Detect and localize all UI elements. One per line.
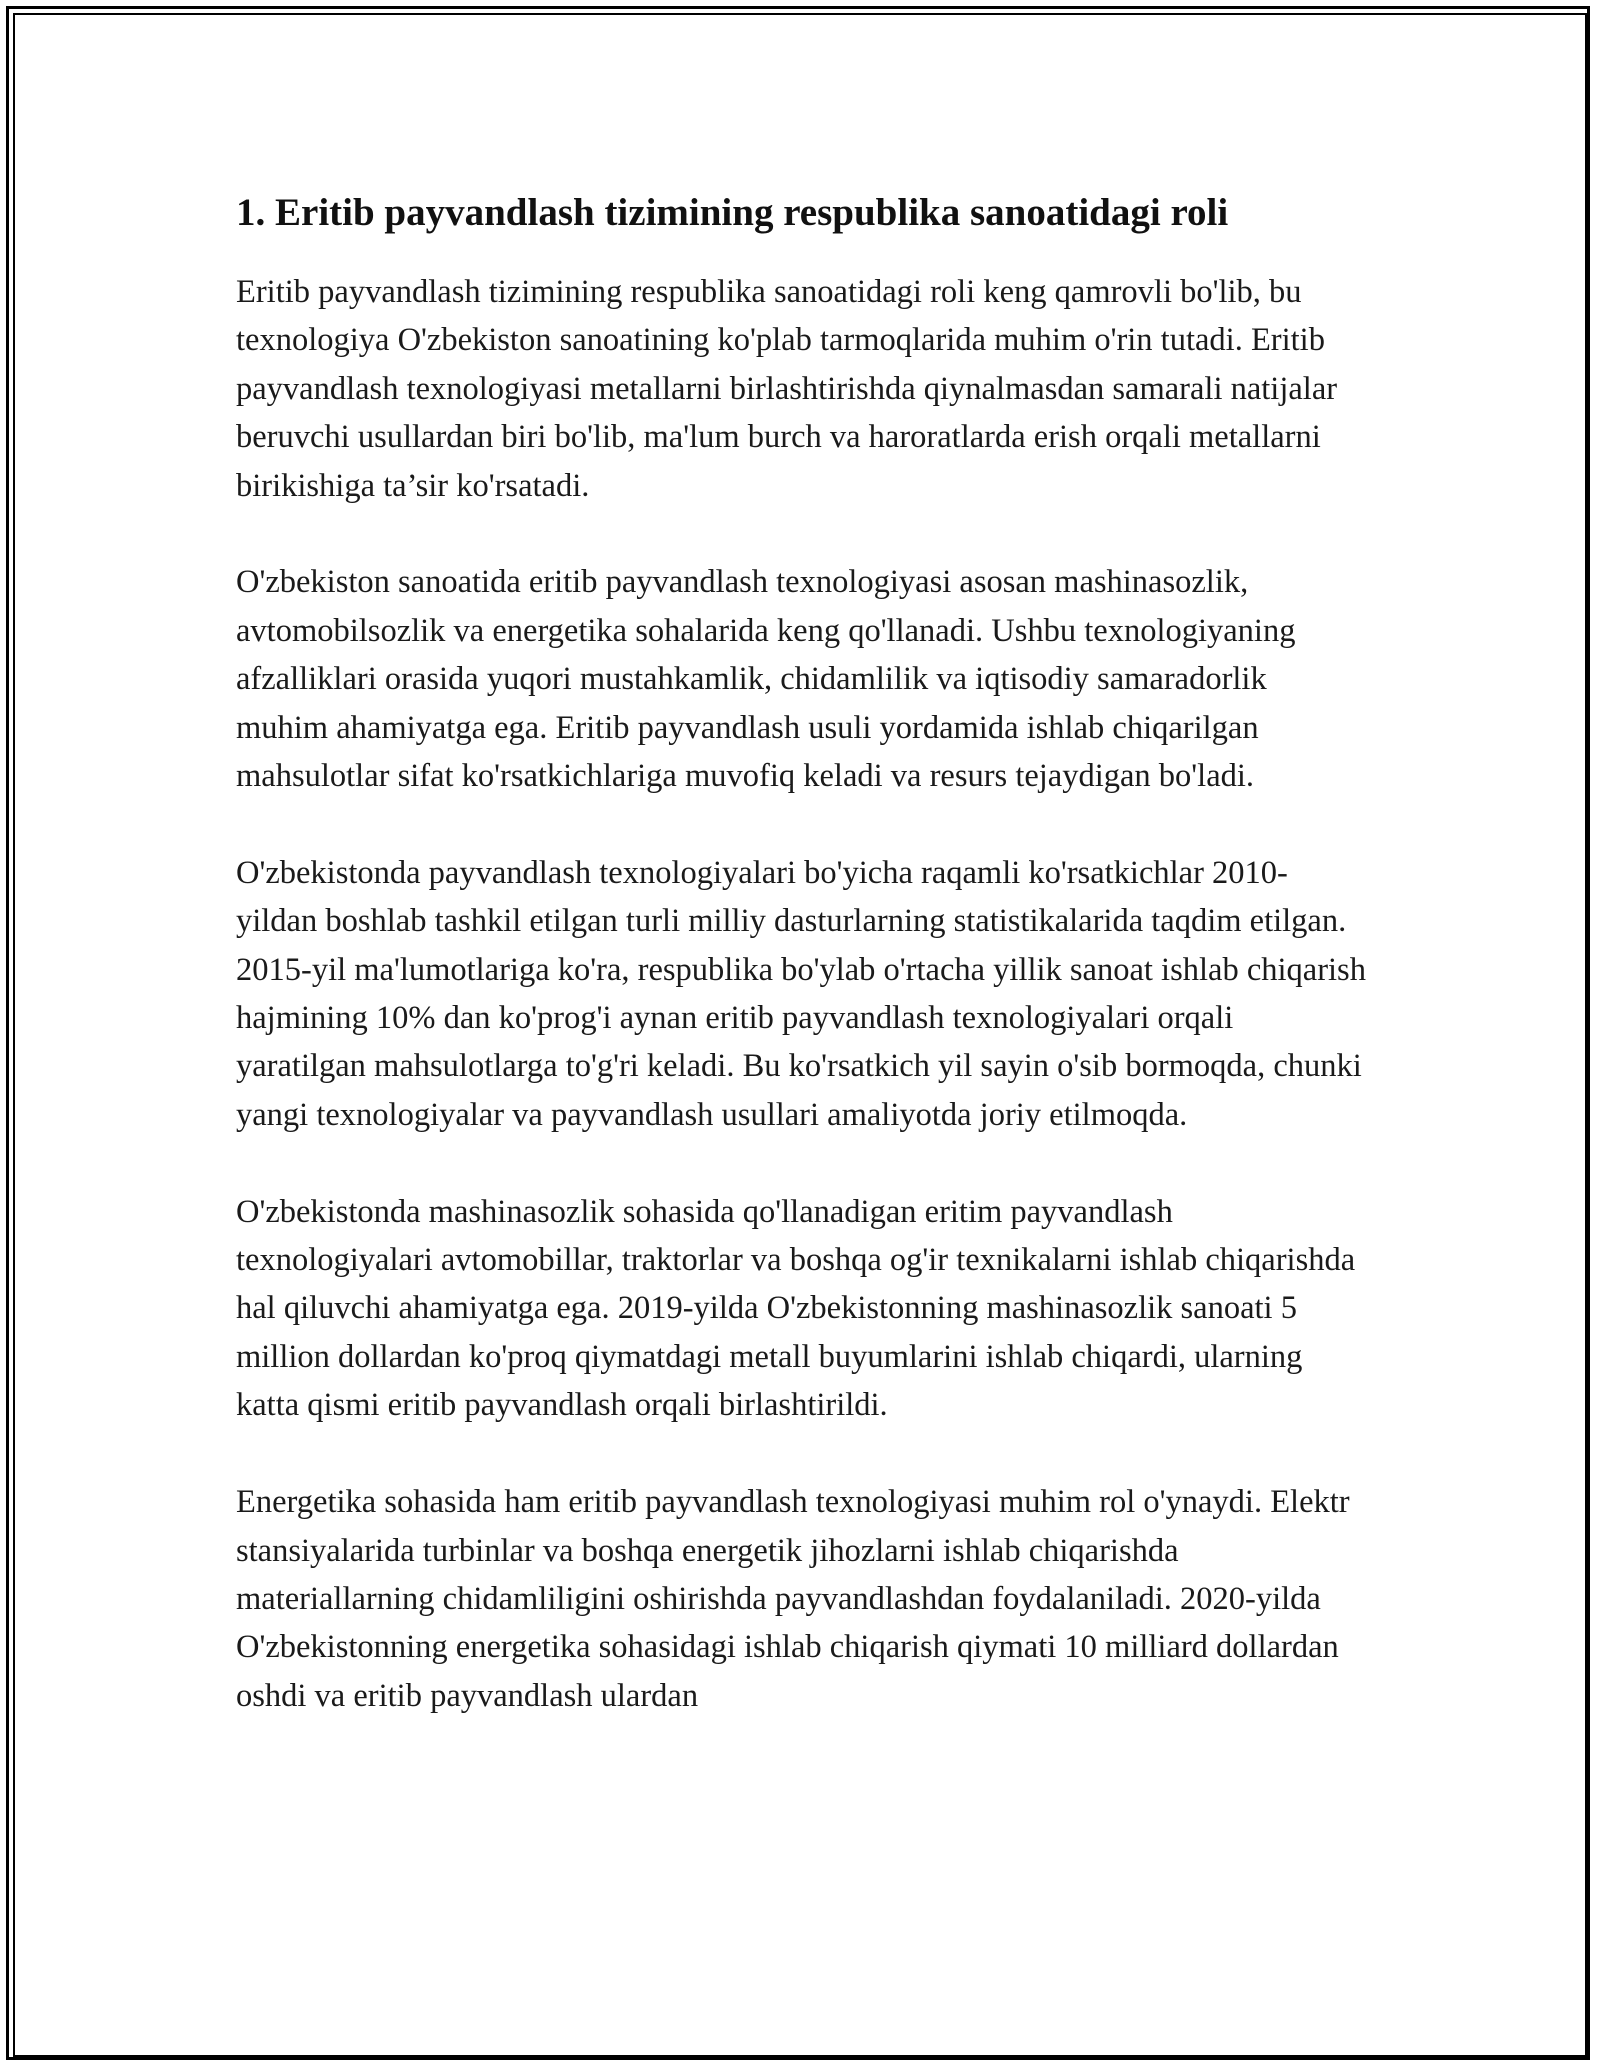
paragraph-4: O'zbekistonda mashinasozlik sohasida qo'llanadigan eritim payvandlash texnologiyalari avtomobillar, traktorlar va boshqa og'ir texnikalarni ishlab chiqarishda hal qiluvchi ahamiyatga ega. 2019-yilda O'zbekistonning mashinasozlik sanoati 5 million dollardan ko'proq qiymatdagi metall buyumlarini ishlab chiqardi, ularning katta qismi eritib payvandlash orqali birlashtirildi. (236, 1193, 1356, 1424)
document-body (236, 186, 1366, 1769)
section-heading: 1. Eritib payvandlash tizimining respublika sanoatidagi roli (236, 191, 1229, 234)
paragraph-5: Energetika sohasida ham eritib payvandlash texnologiyasi muhim rol o'ynaydi. Elektr stansiyalarida turbinlar va boshqa energetik jihozlarni ishlab chiqarishda materiallarning chidamliligini oshirishda payvandlashdan foydalaniladi. 2020-yilda O'zbekistonning energetika sohasidagi ishlab chiqarish qiymati 10 milliard dollardan oshdi va eritib payvandlash ulardan (236, 1484, 1350, 1714)
paragraph-3: O'zbekistonda payvandlash texnologiyalari bo'yicha raqamli ko'rsatkichlar 2010-yildan boshlab tashkil etilgan turli milliy dasturlarning statistikalarida taqdim etilgan. 2015-yil ma'lumotlariga ko'ra, respublika bo'ylab o'rtacha yillik sanoat ishlab chiqarish hajmining 10% dan ko'prog'i aynan eritib payvandlash texnologiyalari orqali yaratilgan mahsulotlarga to'g'ri keladi. Bu ko'rsatkich yil sayin o'sib bormoqda, chunki yangi texnologiyalar va payvandlash usullari amaliyotda joriy etilmoqda. (236, 854, 1366, 1133)
paragraph-1: Eritib payvandlash tizimining respublika sanoatidagi roli keng qamrovli bo'lib, bu texnologiya O'zbekiston sanoatining ko'plab tarmoqlarida muhim o'rin tutadi. Eritib payvandlash texnologiyasi metallarni birlashtirishda qiynalmasdan samarali natijalar beruvchi usullardan biri bo'lib, ma'lum burch va haroratlarda erish orqali metallarni birikishiga ta’sir ko'rsatadi. (236, 274, 1338, 504)
paragraph-2: O'zbekiston sanoatida eritib payvandlash texnologiyasi asosan mashinasozlik, avtomobilsozlik va energetika sohalarida keng qo'llanadi. Ushbu texnologiyaning afzalliklari orasida yuqori mustahkamlik, chidamlilik va iqtisodiy samaradorlik muhim ahamiyatga ega. Eritib payvandlash usuli yordamida ishlab chiqarilgan mahsulotlar sifat ko'rsatkichlariga muvofiq keladi va resurs tejaydigan bo'ladi. (236, 564, 1296, 795)
